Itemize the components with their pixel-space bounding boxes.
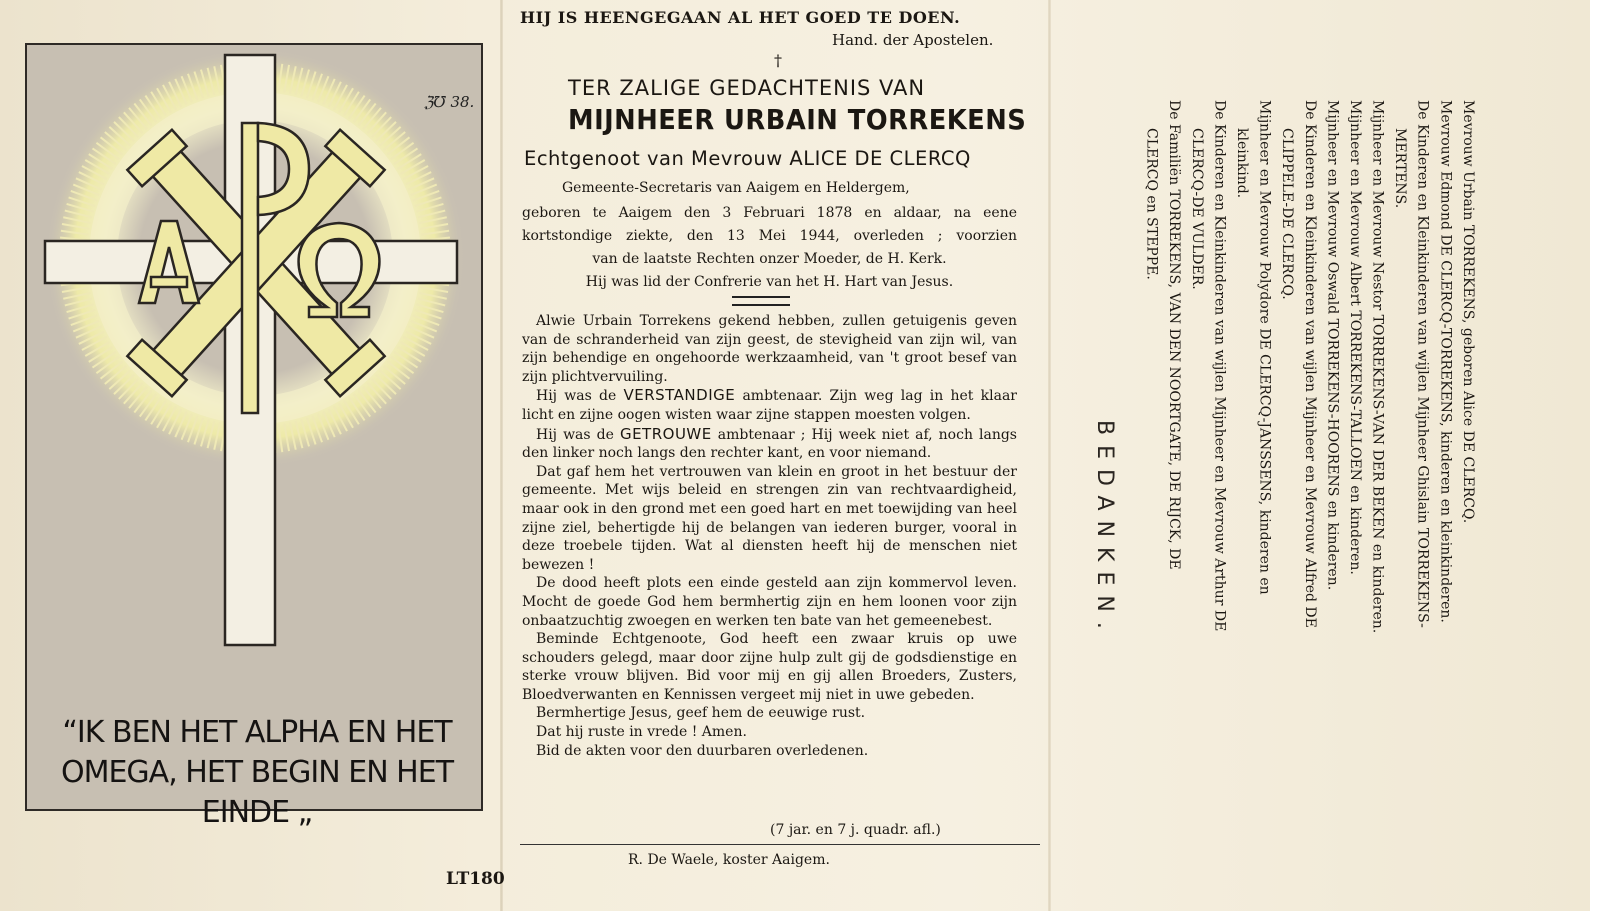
spouse-line: Echtgenoot van Mevrouw ALICE DE CLERCQ <box>524 147 971 170</box>
thanks-heading: BEDANKEN. <box>1092 420 1117 639</box>
occupation: Gemeente-Secretaris van Aaigem en Heldergem, <box>562 180 910 196</box>
thanks-line: Mevrouw Edmond DE CLERCQ-TORREKENS, kinderen en kleinkinderen. <box>1437 100 1454 623</box>
bio-line: van de laatste Rechten onzer Moeder, de H. Kerk. <box>592 251 947 267</box>
thanks-line: Mijnheer en Mevrouw Oswald TORREKENS-HOORENS en kinderen. <box>1324 100 1341 591</box>
eulogy <box>522 312 1017 760</box>
thanks-line: Mijnheer en Mevrouw Polydore DE CLERCQ-JANSSENS, kinderen en <box>1256 100 1273 595</box>
fold-line <box>500 0 503 911</box>
thanks-line: Mijnheer en Mevrouw Albert TORREKENS-TALLOEN en kinderen. <box>1346 100 1363 575</box>
fold-line <box>1048 0 1051 911</box>
divider <box>520 844 1040 845</box>
image-quote <box>33 713 481 833</box>
quote-line: “IK BEN HET ALPHA EN HET <box>62 715 452 750</box>
archive-code: LT180 <box>446 869 505 889</box>
prayer-line: Bid de akten voor den duurbaren overledenen. <box>536 742 869 759</box>
thanks-line: De Kinderen en Kleinkinderen van wijlen Mijnheer en Mevrouw Alfred DE <box>1301 100 1318 628</box>
epigraph-source: Hand. der Apostelen. <box>832 31 994 49</box>
eulogy-paragraph: Beminde Echtgenoote, God heeft een zwaar kruis op uwe schouders gelegd, maar door zijne hulp zult gij de godsdienstige en sterke vrouw blijven. Bid voor mij en gij allen Broeders, Zusters, Bloedverwanten en Kennissen vergeet mij niet in uwe gebeden. <box>522 631 1017 703</box>
page-edge <box>1590 0 1600 911</box>
bio-line: kortstondige ziekte, den 13 Mei 1944, overleden ; voorzien <box>522 228 1017 244</box>
indulgence-note: (7 jar. en 7 j. quadr. afl.) <box>770 822 941 838</box>
prayer-line: Bermhertige Jesus, geef hem de eeuwige rust. <box>536 705 866 722</box>
devotional-image <box>25 43 483 830</box>
thanks-line: De Familiën TORREKENS, VAN DEN NOORTGATE, DE RIJCK, DE <box>1166 100 1183 570</box>
double-rule-divider <box>732 296 790 306</box>
artist-signature: ℨ℧ 38. <box>424 93 475 111</box>
eulogy-paragraph: De dood heeft plots een einde gesteld aan zijn kommervol leven. Mocht de goede God hem bermhertig zijn en hem loonen voor zijn onbaatzuchtig zwoegen en werken ten bate van het gemeenebest. <box>522 575 1017 629</box>
eulogy-paragraph: Hij was de GETROUWE ambtenaar ; Hij week niet af, noch langs den linker noch langs den rechter kant, en voor niemand. <box>522 424 1017 462</box>
quote-line: OMEGA, HET BEGIN EN HET <box>60 755 454 790</box>
thanks-line: MERTENS. <box>1392 128 1409 209</box>
thanks-line: CLIPPELE-DE CLERCQ. <box>1279 128 1296 300</box>
deceased-name: MIJNHEER URBAIN TORREKENS <box>568 103 1027 136</box>
thanks-line: CLERCQ-DE VULDER. <box>1188 128 1205 290</box>
thanks-line: Mijnheer en Mevrouw Nestor TORREKENS-VAN DER BEKEN en kinderen. <box>1369 100 1386 634</box>
biography <box>522 202 1017 294</box>
bio-line: Hij was lid der Confrerie van het H. Hart van Jesus. <box>585 274 954 290</box>
printer-credit: R. De Waele, koster Aaigem. <box>628 852 830 868</box>
quote-line: EINDE „ <box>201 795 313 830</box>
memorial-intro: TER ZALIGE GEDACHTENIS VAN <box>568 76 926 100</box>
eulogy-paragraph: Hij was de VERSTANDIGE ambtenaar. Zijn weg lag in het klaar licht en zijne oogen wisten waar zijne stappen moesten volgen. <box>522 386 1018 423</box>
thanks-list <box>1140 100 1479 800</box>
prayer-line: Dat hij ruste in vrede ! Amen. <box>536 724 747 741</box>
eulogy-paragraph: Alwie Urbain Torrekens gekend hebben, zullen getuigenis geven van de schranderheid van zijn geest, de stevigheid van zijn wil, van zijn behendige en ongehoorde werkzaamheid, van 't groot besef van zijn plichtvervuiling. <box>522 313 1017 385</box>
chi-rho-illustration <box>27 45 485 813</box>
epigraph: HIJ IS HEENGEGAAN AL HET GOED TE DOEN. <box>520 8 961 27</box>
thanks-line: De Kinderen en Kleinkinderen van wijlen Mijnheer Ghislain TORREKENS- <box>1414 100 1431 628</box>
thanks-line: De Kinderen en Kleinkinderen van wijlen Mijnheer en Mevrouw Arthur DE <box>1211 100 1228 632</box>
thanks-line: kleinkind. <box>1233 128 1250 199</box>
cross-icon: † <box>774 51 782 70</box>
thanks-line: CLERCQ en STEPPE. <box>1143 128 1160 280</box>
thanks-line: Mevrouw Urbain TORREKENS, geboren Alice DE CLERCQ. <box>1459 100 1476 524</box>
bio-line: geboren te Aaigem den 3 Februari 1878 en aldaar, na eene <box>522 205 1017 221</box>
eulogy-paragraph: Dat gaf hem het vertrouwen van klein en groot in het bestuur der gemeente. Met wijs beleid en strengen zin van rechtvaardigheid, maar ook in den grond met een goed hart en met toewijding van heel zijne ziel, behertigde hij de belangen van iederen burger, vooral in deze troebele tijden. Wat al diensten heeft hij de menschen niet bewezen ! <box>522 463 1017 573</box>
